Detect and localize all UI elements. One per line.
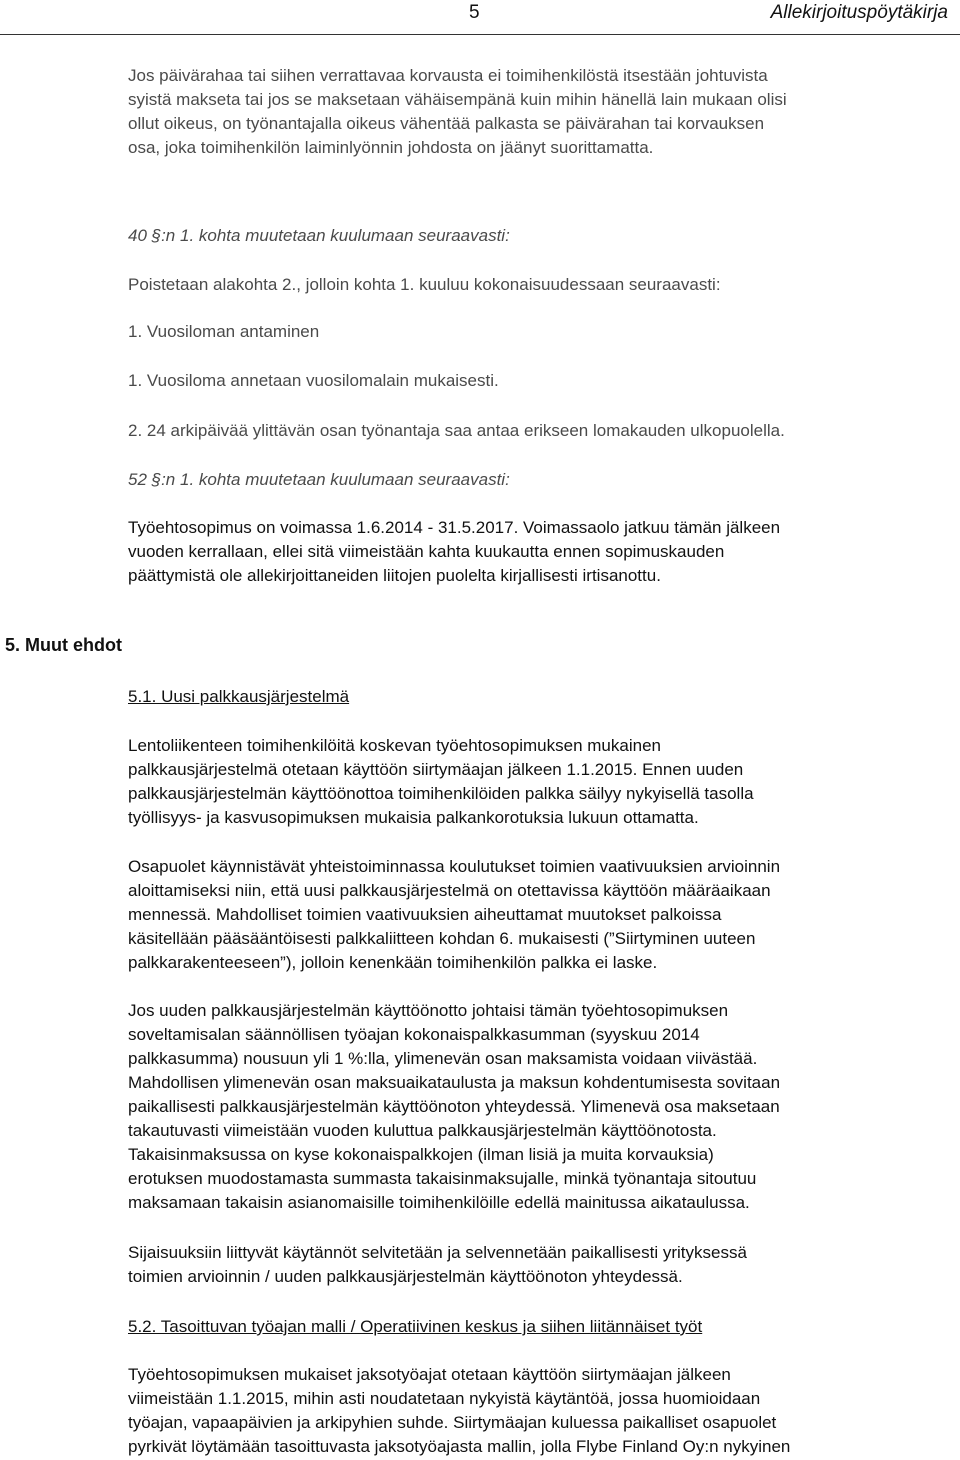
section-52-heading: 52 §:n 1. kohta muutetaan kuulumaan seuraavasti: [128,470,510,489]
text-line: vuoden kerrallaan, ellei sitä viimeistään kahta kuukautta ennen sopimuskauden [128,542,725,561]
text-line: syistä makseta tai jos se maksetaan vähäisempänä kuin mihin hänellä lain mukaan olisi [128,90,787,109]
text-line: Osapuolet käynnistävät yhteistoiminnassa koulutukset toimien vaativuuksien arvioinnin [128,857,781,876]
text-line: Jos uuden palkkausjärjestelmän käyttöönotto johtaisi tämän työehtosopimuksen [128,1001,729,1020]
document-title: Allekirjoituspöytäkirja [770,2,948,23]
text-line: takautuvasti viimeistään vuoden kuluttua palkkausjärjestelmän käyttöönotosta. [128,1121,717,1140]
text-line: Työehtosopimus on voimassa 1.6.2014 - 31.5.2017. Voimassaolo jatkuu tämän jälkeen [128,518,781,537]
subsection-5-1-heading: 5.1. Uusi palkkausjärjestelmä [128,687,350,706]
text-line: käsitellään pääsääntöisesti palkkaliitteen kohdan 6. mukaisesti (”Siirtyminen uuteen [128,929,756,948]
paragraph-daily-allowance [128,64,948,160]
text-line: päättymistä ole allekirjoittaneiden liitojen puolelta kirjallisesti irtisanottu. [128,566,661,585]
header-divider [0,34,960,35]
text-line: palkkausjärjestelmän käyttöönottoa toimihenkilöiden palkka säilyy nykyisellä tasolla [128,784,754,803]
text-line: maksamaan takaisin asianomaisille toimihenkilöille edellä mainitussa aikataulussa. [128,1193,750,1212]
text-line: viimeistään 1.1.2015, mihin asti noudatetaan nykyistä käytäntöä, jossa huomioidaan [128,1389,761,1408]
text-line: paikallisesti palkkausjärjestelmän käyttöönoton yhteydessä. Ylimenevä osa maksetaan [128,1097,780,1116]
paragraph-5-1-c [128,999,948,1215]
text-line: palkkasumma) nousuun yli 1 %:lla, ylimenevän osan maksamista voidaan viivästää. [128,1049,758,1068]
section-40-heading: 40 §:n 1. kohta muutetaan kuulumaan seuraavasti: [128,226,510,245]
text-line: työajan, vapaapäivien ja arkipyhien suhde. Siirtymäajan kuluessa paikalliset osapuolet [128,1413,777,1432]
text-line: ollut oikeus, on työnantajalla oikeus vähentää palkasta se päivärahan tai korvauksen [128,114,765,133]
paragraph-validity [128,516,948,588]
paragraph-5-1-d [128,1241,948,1289]
text-line: Sijaisuuksiin liittyvät käytännöt selvitetään ja selvennetään paikallisesti yrityksessä [128,1243,747,1262]
section-5-title: 5. Muut ehdot [5,635,122,655]
vacation-title: 1. Vuosiloman antaminen [128,322,320,341]
text-line: aloittamiseksi niin, että uusi palkkausjärjestelmä on otettavissa käyttöön määräaikaan [128,881,771,900]
text-line: osa, joka toimihenkilön laiminlyönnin johdosta on jäänyt suorittamatta. [128,138,654,157]
text-line: pyrkivät löytämään tasoittuvasta jaksotyöajasta mallin, jolla Flybe Finland Oy:n nykyinen [128,1437,791,1456]
text-line: Takaisinmaksussa on kyse kokonaispalkkojen (ilman lisiä ja muita korvauksia) [128,1145,714,1164]
text-line: Lentoliikenteen toimihenkilöitä koskevan työehtosopimuksen mukainen [128,736,661,755]
text-line: erotuksen muodostamasta summasta takaisinmaksujalle, minkä työnantaja sitoutuu [128,1169,757,1188]
text-line: mennessä. Mahdolliset toimien vaativuuksien aiheuttamat muutokset palkoissa [128,905,722,924]
section-40-intro: Poistetaan alakohta 2., jolloin kohta 1. kuuluu kokonaisuudessaan seuraavasti: [128,275,721,294]
text-line: palkkarakenteeseen”), jolloin kenenkään toimihenkilön palkka ei laske. [128,953,658,972]
vacation-item-1: 1. Vuosiloma annetaan vuosilomalain mukaisesti. [128,371,499,390]
text-line: palkkausjärjestelmä otetaan käyttöön siirtymäajan jälkeen 1.1.2015. Ennen uuden [128,760,744,779]
text-line: toimien arvioinnin / uuden palkkausjärjestelmän käyttöönoton yhteydessä. [128,1267,683,1286]
text-line: työllisyys- ja kasvusopimuksen mukaisia palkankorotuksia lukuun ottamatta. [128,808,699,827]
vacation-item-2: 2. 24 arkipäivää ylittävän osan työnantaja saa antaa erikseen lomakauden ulkopuolella. [128,421,785,440]
text-line: soveltamisalan säännöllisen työajan kokonaispalkkasumman (syyskuu 2014 [128,1025,700,1044]
paragraph-5-1-a [128,734,948,830]
text-line: Mahdollisen ylimenevän osan maksuaikataulusta ja maksun kohdentumisesta sovitaan [128,1073,781,1092]
page-header [0,0,960,38]
subsection-5-2-heading: 5.2. Tasoittuvan työajan malli / Operatiivinen keskus ja siihen liitännäiset työt [128,1317,703,1336]
text-line: Jos päivärahaa tai siihen verrattavaa korvausta ei toimihenkilöstä itsestään johtuvista [128,66,768,85]
text-line: Työehtosopimuksen mukaiset jaksotyöajat otetaan käyttöön siirtymäajan jälkeen [128,1365,731,1384]
paragraph-5-1-b [128,855,948,975]
paragraph-5-2-a [128,1363,948,1459]
page-number: 5 [469,2,480,23]
